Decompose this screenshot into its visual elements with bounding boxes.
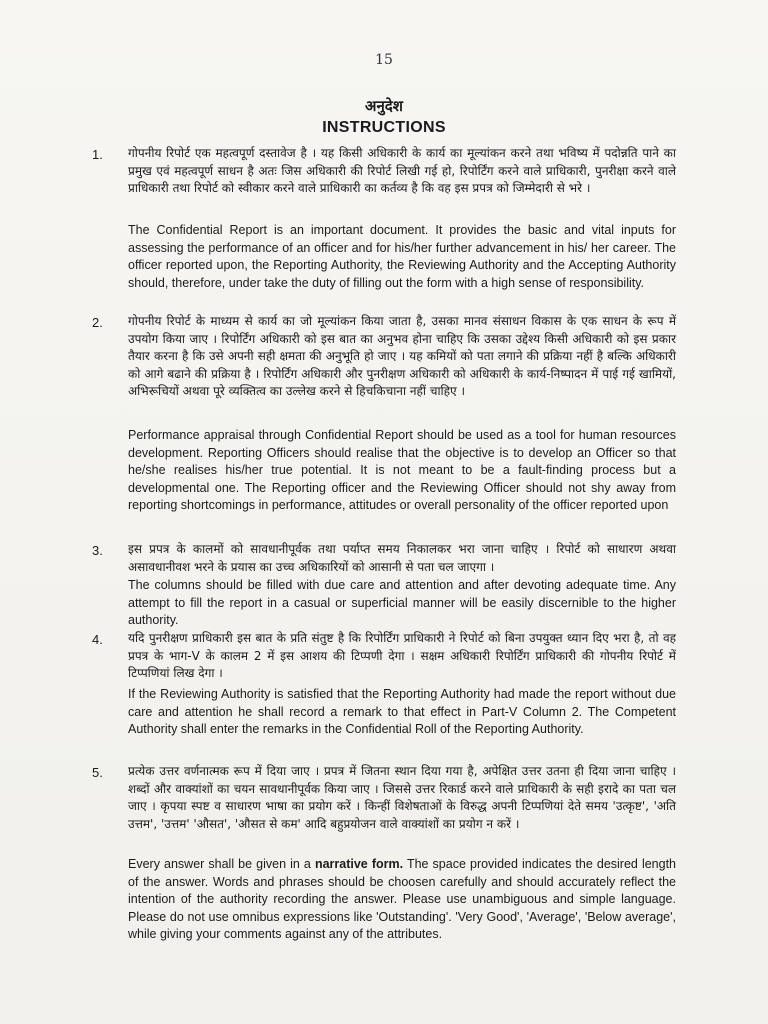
item-english-text bbox=[128, 856, 676, 944]
item-hindi-text: गोपनीय रिपोर्ट एक महत्वपूर्ण दस्तावेज है । यह किसी अधिकारी के कार्य का मूल्यांकन करने तथा भविष्य में पदोन्नति पाने का प्रमुख एवं महत्वपूर्ण साधन है अतः जिस अधिकारी की रिपोर्ट लिखी गई हो, रिपोर्टिंग करने वाले प्राधिकारी, पुनरीक्षा करने वाले प्राधिकारी तथा रिपोर्ट को स्वीकार करने वाले प्राधिकारी का कर्तव्य है कि वह इस प्रपत्र को जिम्मेदारी से भरे । bbox=[128, 146, 676, 195]
item-number: 4. bbox=[92, 632, 103, 647]
instruction-item-5 bbox=[82, 763, 677, 963]
item-number: 2. bbox=[92, 315, 103, 330]
item-english-text: The Confidential Report is an important document. It provides the basic and vital inputs for assessing the performance of an officer and for his/her further advancement in his/ her career. The officer reported upon, the Reporting Authority, the Reviewing Authority and the Accepting Authority should, therefore, under take the duty of filling out the form with a high sense of responsibility. bbox=[128, 223, 676, 290]
item-hindi-text: यदि पुनरीक्षण प्राधिकारी इस बात के प्रति संतुष्ट है कि रिपोर्टिंग प्राधिकारी ने रिपोर्ट को बिना उपयुक्त ध्यान दिए भरा है, तो वह प्रपत्र के भाग-V के कालम 2 में इस आशय की टिप्पणी देगा । सक्षम अधिकारी रिपोर्टिंग प्राधिकारी की गोपनीय रिपोर्ट में टिप्पणियां लिख देगा । bbox=[128, 631, 676, 680]
title-english: INSTRUCTIONS bbox=[322, 119, 446, 136]
instruction-item-2 bbox=[82, 313, 676, 543]
item-number: 3. bbox=[92, 543, 103, 558]
english-text-bold: narrative form. bbox=[314, 857, 404, 871]
page-number: 15 bbox=[375, 52, 393, 68]
title-hindi: अनुदेश bbox=[365, 97, 403, 115]
english-text-end: The space provided indicates the desired length of the answer. Words and phrases should be choosen carefully and should accurately reflect the intention of the authority recording the answer. Please use unambiguous and simple language. Please do not use omnibus expressions like 'Outstanding'. 'Very Good', 'Average', 'Below average', while giving your comments against any of the attributes. bbox=[128, 857, 677, 941]
item-number: 5. bbox=[92, 765, 103, 780]
instruction-item-3 bbox=[82, 541, 676, 631]
item-hindi-text: इस प्रपत्र के कालमों को सावधानीपूर्वक तथा पर्याप्त समय निकालकर भरा जाना चाहिए । रिपोर्ट को साधारण अथवा असावधानीवश भरने के प्रयास का उच्च अधिकारियों को आसानी से पता चल जाएगा । bbox=[128, 542, 676, 574]
item-english-text: Performance appraisal through Confidential Report should be used as a tool for human resources development. Reporting Officers should realise that the objective is to develop an Officer so that he/she realises his/her true potential. It is not meant to be a fault-finding process but a developmental one. The Reporting officer and the Reviewing Officer should not shy away from reporting shortcomings in performance, attitudes or overall personality of the officer reported upon bbox=[128, 428, 676, 512]
item-number: 1. bbox=[92, 147, 103, 162]
instruction-item-4 bbox=[82, 630, 676, 760]
item-english-text: If the Reviewing Authority is satisfied that the Reporting Authority had made the report without due care and attention he shall record a remark to that effect in Part-V Column 2. The Competent Authority shall enter the remarks in the Confidential Roll of the Reporting Authority. bbox=[128, 687, 676, 736]
instruction-item-1 bbox=[82, 145, 676, 325]
item-hindi-text: प्रत्येक उत्तर वर्णनात्मक रूप में दिया जाए । प्रपत्र में जितना स्थान दिया गया है, अपेक्षित उत्तर उतना ही दिया जाना चाहिए । शब्दों और वाक्यांशों का चयन सावधानीपूर्वक किया जाए । जिससे उत्तर रिकार्ड करने वाले प्राधिकारी के सही इरादे का पता चल जाए । कृपया स्पष्ट व साधारण भाषा का प्रयोग करें । किन्हीं विशेषताओं के विरुद्ध अपनी टिप्पणियां देते समय 'उत्कृष्ट', 'अति उत्तम', 'उत्तम' 'औसत', 'औसत से कम' आदि बहुप्रयोजन वाले वाक्यांशों का प्रयोग न करें । bbox=[128, 764, 676, 831]
english-text-start: Every answer shall be given in a bbox=[128, 857, 315, 871]
item-hindi-text: गोपनीय रिपोर्ट के माध्यम से कार्य का जो मूल्यांकन किया जाता है, उसका मानव संसाधन विकास के एक साधन के रूप में उपयोग किया जाए । रिपोर्टिंग अधिकारी को इस बात का अनुभव होना चाहिए कि उसका उद्देश्य किसी अधिकारी को इस प्रकार तैयार करना है कि उसे अपनी सही क्षमता की अनुभूति हो जाए । यह कमियों को पता लगाने की प्रक्रिया नहीं है बल्कि अधिकारी को आगे बढाने की प्रक्रिया है । रिपोर्टिंग अधिकारी और पुनरीक्षण अधिकारी को अधिकारी के कार्य-निष्पादन में पाई गई खामियों, अभिरूचियों अथवा पूरे व्यक्तित्व का उल्लेख करने से हिचकिचाना नहीं चाहिए । bbox=[128, 314, 676, 398]
item-english-text: The columns should be filled with due care and attention and after devoting adequate time. Any attempt to fill the report in a casual or superficial manner will be easily discernible to the higher authority. bbox=[128, 578, 676, 627]
